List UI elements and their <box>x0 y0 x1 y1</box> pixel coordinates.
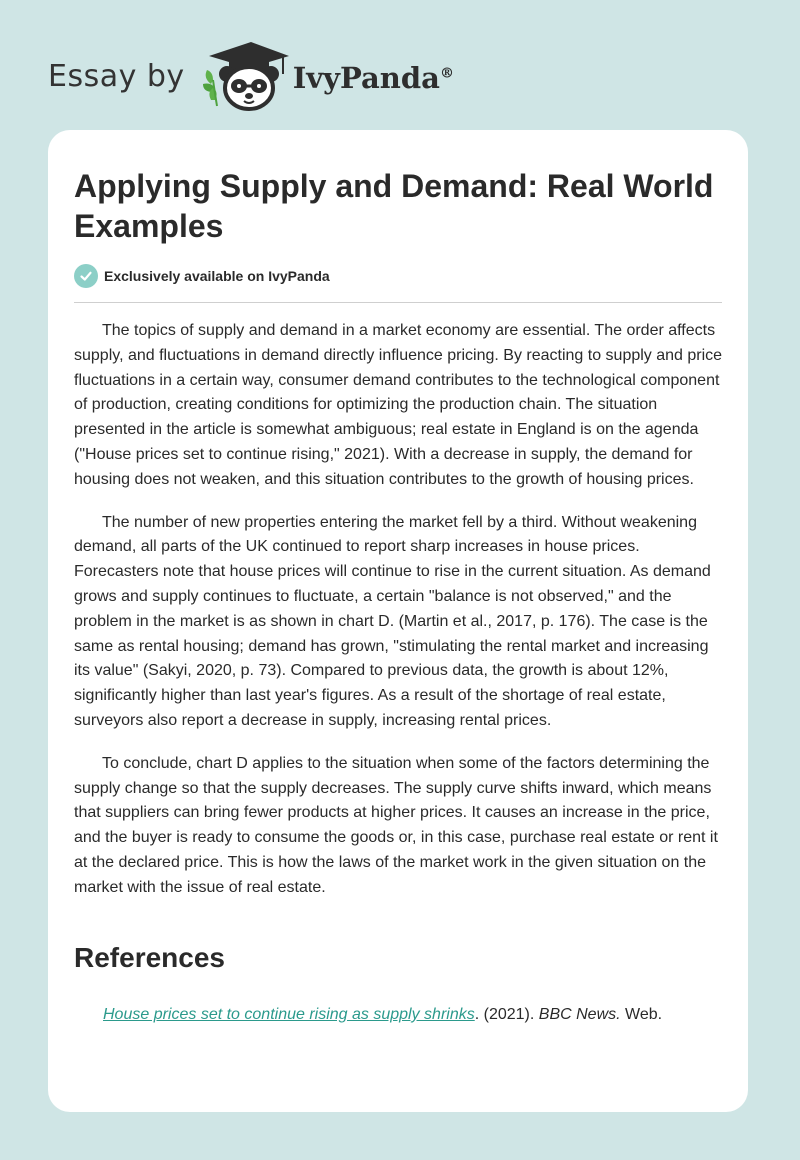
essay-by-label: Essay by <box>48 58 185 94</box>
exclusive-badge <box>74 264 330 288</box>
registered-mark: ® <box>439 65 454 82</box>
paragraph: The topics of supply and demand in a market economy are essential. The order affects supply, and fluctuations in demand directly influence pricing. By reacting to supply and price fluctuations in a certain way, consumer demand contributes to the technological component of production, creating conditions for optimizing the production chain. The situation presented in the article is somewhat ambiguous; real estate in England is on the agenda ("House prices set to continue rising," 2021). With a decrease in supply, the demand for housing does not weaken, and this situation contributes to the growth of housing prices. <box>74 322 723 488</box>
check-icon <box>74 264 98 288</box>
paragraph: The number of new properties entering the market fell by a third. Without weakening demand, all parts of the UK continued to report sharp increases in house prices. Forecasters note that house prices will continue to rise in the current situation. As demand grows and supply continues to fluctuate, a certain "balance is not observed," and the problem in the market is as shown in chart D. (Martin et al., 2017, p. 176). The case is the same as rental housing; demand has grown, "stimulating the rental market and increasing its value" (Sakyi, 2020, p. 73). Compared to previous data, the growth is about 12%, significantly higher than last year's figures. As a result of the shortage of real estate, surveyors also report a decrease in supply, increasing rental prices. <box>74 513 711 729</box>
references-heading: References <box>74 942 225 973</box>
reference-item <box>103 1006 662 1024</box>
divider <box>74 302 722 303</box>
page-title: Applying Supply and Demand: Real World Examples <box>74 168 714 244</box>
paragraph: To conclude, chart D applies to the situation when some of the factors determining the supply change so that the supply decreases. The supply curve shifts inward, which means that suppliers can bring fewer products at higher prices. It causes an increase in the price, and the buyer is ready to consume the goods or, in this case, purchase real estate or rent it at the declared price. This is how the laws of the market work in the given situation on the market with the issue of real estate. <box>74 754 718 896</box>
reference-suffix: Web. <box>620 1006 663 1023</box>
essay-body <box>74 319 724 919</box>
panda-logo-icon[interactable] <box>201 40 291 112</box>
brand-name-text: IvyPanda <box>292 61 440 95</box>
reference-year: . (2021). <box>474 1006 539 1023</box>
exclusive-badge-label: Exclusively available on IvyPanda <box>104 268 330 284</box>
reference-link[interactable]: House prices set to continue rising as supply shrinks <box>103 1006 475 1023</box>
essay-card <box>48 130 748 1112</box>
site-header <box>48 36 454 116</box>
reference-source: BBC News. <box>538 1006 621 1023</box>
brand-name[interactable] <box>293 61 454 95</box>
